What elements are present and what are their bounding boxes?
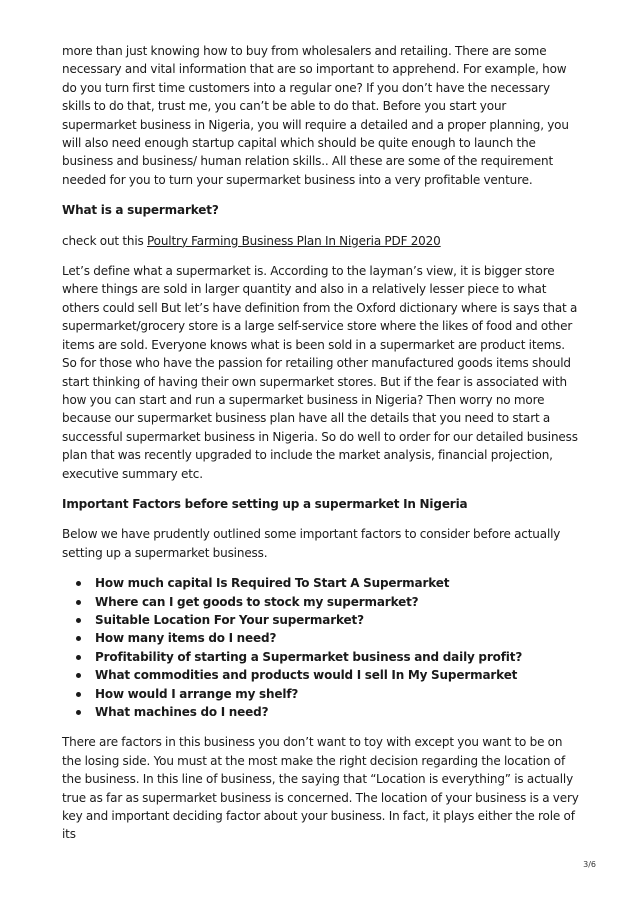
list-item-text: How many items do I need? xyxy=(95,631,277,646)
bullet-icon xyxy=(76,673,81,678)
bullet-icon xyxy=(76,581,81,586)
factors-intro-paragraph: Below we have prudently outlined some important factors to consider before actually setting up a supermarket business. xyxy=(62,527,561,560)
list-item-text: What commodities and products would I sell In My Supermarket xyxy=(95,668,518,683)
list-item-text: What machines do I need? xyxy=(95,705,269,719)
bullet-icon xyxy=(76,600,81,605)
document-page xyxy=(62,42,580,856)
list-item-text: Suitable Location For Your supermarket? xyxy=(95,612,364,627)
list-item xyxy=(76,648,580,666)
bullet-icon xyxy=(76,710,81,715)
list-item-text: Profitability of starting a Supermarket business and daily profit? xyxy=(95,649,523,664)
list-item xyxy=(76,685,580,703)
heading-what-is-supermarket: What is a supermarket? xyxy=(62,203,219,218)
bullet-icon xyxy=(76,618,81,623)
list-item xyxy=(76,611,580,629)
heading-important-factors: Important Factors before setting up a supermarket In Nigeria xyxy=(62,496,468,511)
location-paragraph: There are factors in this business you don’t want to toy with except you want to be on the losing side. You must at the most make the right decision regarding the location of the business. In this line of business, the saying that “Location is everything” is actually true as far as supermarket business is concerned. The location of your business is a very key and important deciding factor about your business. In fact, it plays either the role of its xyxy=(62,735,579,842)
page-number: 3/6 xyxy=(583,860,596,869)
list-item xyxy=(76,629,580,647)
bullet-icon xyxy=(76,692,81,697)
list-item-text: How much capital Is Required To Start A Supermarket xyxy=(95,576,450,591)
list-item xyxy=(76,593,580,611)
checkout-prefix: check out this xyxy=(62,233,147,248)
list-item xyxy=(76,703,580,721)
factors-list xyxy=(62,574,580,721)
list-item xyxy=(76,666,580,684)
bullet-icon xyxy=(76,655,81,660)
definition-paragraph: Let’s define what a supermarket is. According to the layman’s view, it is bigger store where things are sold in larger quantity and also in a relatively lesser piece to what others could sell But let’s have definition from the Oxford dictionary where is says that a supermarket/grocery store is a large self-service store where the likes of food and other items are sold. Everyone knows what is been sold in a supermarket are product items. So for those who have the passion for retailing other manufactured goods items should start thinking of having their own supermarket stores. But if the fear is associated with how you can start and run a supermarket business in Nigeria? Then worry no more because our supermarket business plan have all the details that you need to start a successful supermarket business in Nigeria. So do well to order for our detailed business plan that was recently upgraded to include the market analysis, financial projection, executive summary etc. xyxy=(62,264,578,481)
checkout-line xyxy=(62,232,580,250)
list-item-text: How would I arrange my shelf? xyxy=(95,686,299,701)
list-item xyxy=(76,574,580,592)
intro-paragraph: more than just knowing how to buy from wholesalers and retailing. There are some necessary and vital information that are so important to apprehend. For example, how do you turn first time customers into a regular one? If you don’t have the necessary skills to do that, trust me, you can’t be able to do that. Before you start your supermarket business in Nigeria, you will require a detailed and a proper planning, you will also need enough startup capital which should be quite enough to launch the business and business/ human relation skills.. All these are some of the requirement needed for you to turn your supermarket business into a very profitable venture. xyxy=(62,44,569,187)
list-item-text: Where can I get goods to stock my supermarket? xyxy=(95,594,419,609)
poultry-farming-link[interactable]: Poultry Farming Business Plan In Nigeria PDF 2020 xyxy=(146,233,441,248)
bullet-icon xyxy=(76,636,81,641)
